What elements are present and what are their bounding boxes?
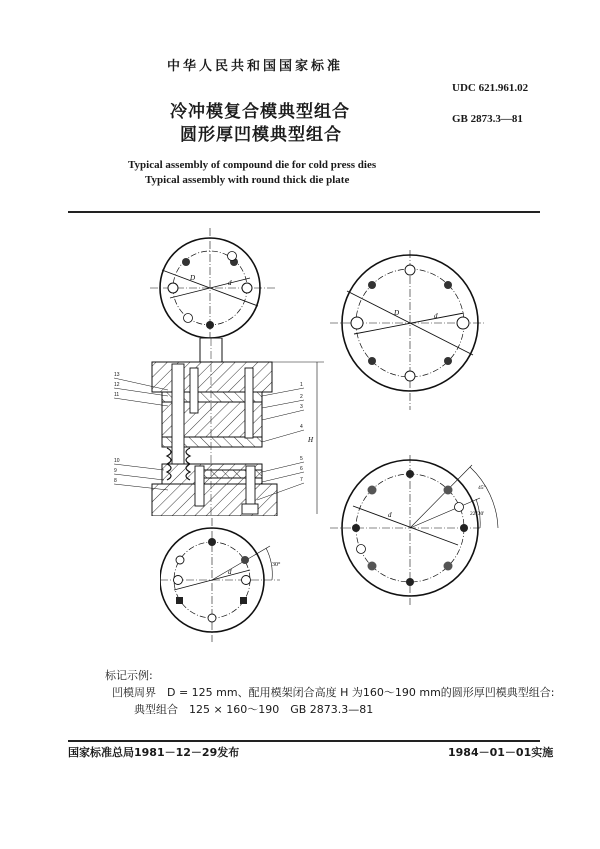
example-line2: 典型组合 125 × 160～190 GB 2873.3—81: [134, 703, 374, 716]
svg-text:13: 13: [114, 372, 120, 378]
header-divider: [68, 211, 540, 213]
svg-text:8: 8: [114, 478, 117, 484]
svg-text:9: 9: [114, 468, 117, 474]
udc-code: UDC 621.961.02: [452, 82, 529, 94]
svg-text:D: D: [190, 274, 196, 282]
right-upper-plan-view: [330, 250, 490, 410]
svg-text:5: 5: [300, 456, 303, 462]
title-en-line2: Typical assembly with round thick die plate: [145, 174, 350, 186]
svg-text:45°: 45°: [478, 485, 486, 491]
issue-date: 国家标准总局1981－12－29发布: [68, 746, 240, 759]
svg-text:D: D: [394, 309, 400, 317]
effective-date: 1984－01－01实施: [448, 746, 554, 759]
svg-text:22°30': 22°30': [470, 511, 485, 517]
svg-text:6: 6: [300, 466, 303, 472]
footer-divider: [68, 740, 540, 742]
section-view: [112, 338, 327, 516]
svg-text:3: 3: [300, 404, 303, 410]
svg-text:d: d: [228, 568, 232, 576]
svg-text:d: d: [388, 511, 392, 519]
svg-text:2: 2: [300, 394, 303, 400]
top-plan-view: [150, 228, 280, 348]
right-lower-plan-view: [330, 455, 505, 605]
svg-text:12: 12: [114, 382, 120, 388]
bottom-plan-view: [160, 518, 290, 643]
gb-code: GB 2873.3—81: [452, 113, 523, 125]
svg-text:H: H: [308, 436, 314, 444]
svg-text:30°: 30°: [272, 562, 281, 568]
svg-text:10: 10: [114, 458, 120, 464]
example-line1: 凹模周界 D = 125 mm、配用模架闭合高度 H 为160～190 mm的圆形厚凹模典型组合:: [112, 686, 555, 699]
title-cn-line2: 圆形厚凹模典型组合: [180, 125, 342, 145]
title-en-line1: Typical assembly of compound die for cold press dies: [128, 159, 377, 171]
svg-text:d: d: [228, 279, 232, 287]
svg-text:11: 11: [114, 392, 120, 398]
standard-body: 中华人民共和国国家标准: [167, 59, 344, 74]
svg-text:4: 4: [300, 424, 303, 430]
svg-text:1: 1: [300, 382, 303, 388]
example-label: 标记示例:: [105, 669, 153, 682]
svg-text:7: 7: [300, 477, 303, 483]
svg-text:d: d: [434, 312, 438, 320]
title-cn-line1: 冷冲模复合模典型组合: [170, 102, 350, 122]
